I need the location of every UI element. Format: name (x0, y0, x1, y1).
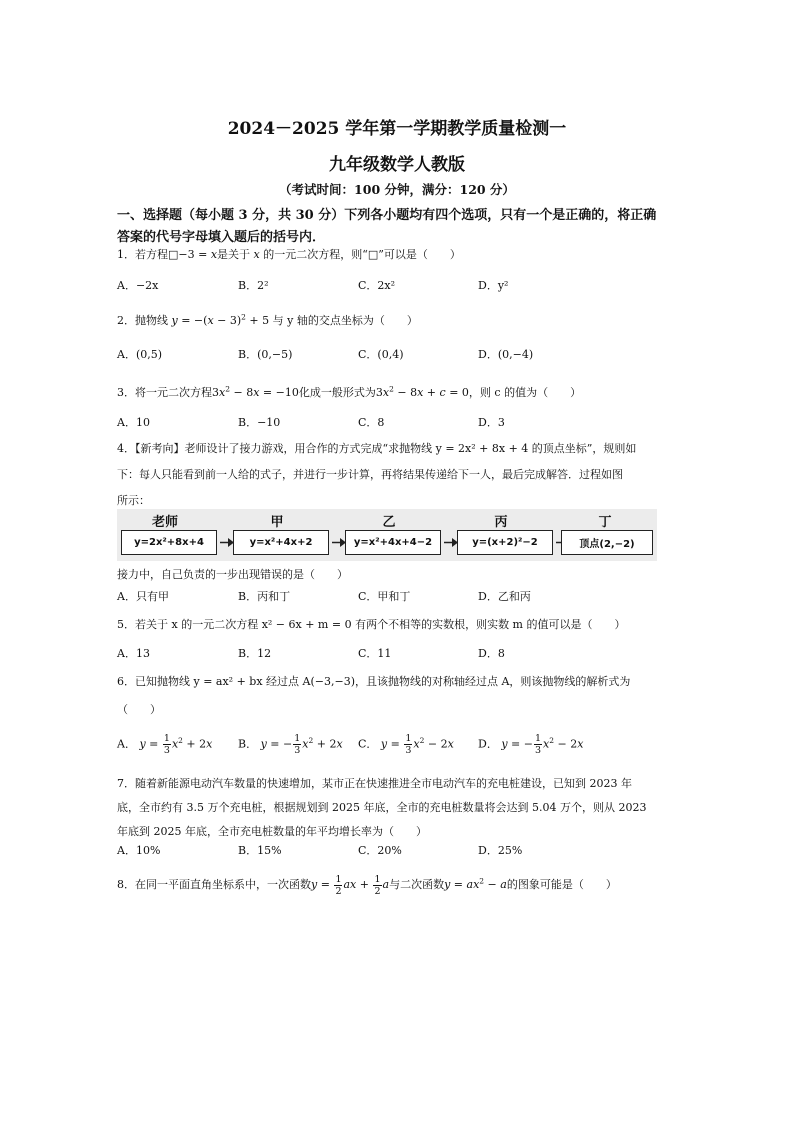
option-a: A．只有甲 (117, 590, 169, 603)
question-2-options (117, 346, 677, 366)
question-3-mid: 化成一般形式为 (298, 386, 376, 399)
flow-box-jia: y=x²+4x+2 (233, 530, 329, 555)
question-2-number: 2． (117, 314, 135, 327)
question-3-post: ，则 c 的值为（ ） (468, 386, 582, 399)
option-b: B．12 (238, 647, 272, 660)
option-c: C．(0,4) (358, 348, 404, 361)
option-b: B．(0,−5) (238, 348, 293, 361)
flow-box-yi: y=x²+4x+4−2 (345, 530, 441, 555)
question-1 (117, 242, 682, 267)
question-3-pre: 将一元二次方程 (135, 386, 212, 399)
question-3: 3．将一元二次方程$3x^2 - 8x = -10$化成一般形式为$3x^2 - 8x + c = 0$，则 c 的值为（ ） (117, 384, 582, 399)
question-1-post: 的一元二次方程，则“□”可以是（ ） (263, 248, 461, 261)
question-1-number: 1． (117, 248, 135, 261)
relay-flow-diagram (117, 509, 657, 561)
var-x: x (253, 248, 260, 261)
option-d: D． y = − $\frac{1}{3}$ $x^2 - 2x$ (478, 733, 584, 756)
arrow-right-icon (444, 537, 458, 548)
arrow-right-icon (332, 537, 346, 548)
exam-subtitle: 九年级数学人教版 (329, 155, 465, 175)
question-8-mid: 与二次函数 (389, 878, 445, 891)
arrow-right-icon (220, 537, 234, 548)
question-4-number: 4． (117, 442, 135, 455)
option-d: D．8 (478, 647, 505, 660)
option-a: A．13 (117, 647, 150, 660)
question-4-options (117, 588, 677, 608)
option-b: B．−10 (238, 416, 281, 429)
option-b: B．2² (238, 279, 269, 292)
section-heading-line1: 一、选择题（每小题 3 分，共 30 分）下列各小题均有四个选项，只有一个是正确的，将正确 (117, 208, 657, 223)
question-3-options (117, 414, 677, 434)
question-8-number: 8． (117, 878, 135, 891)
option-c: C．2x² (358, 279, 396, 292)
question-6-number: 6． (117, 675, 135, 688)
question-5-number: 5． (117, 618, 135, 631)
option-a: A．10 (117, 416, 150, 429)
option-b: B．15% (238, 844, 282, 857)
question-8-post: 的图象可能是（ ） (506, 878, 617, 891)
flow-label-ding: 丁 (598, 515, 612, 530)
question-5 (117, 612, 682, 637)
option-d: D．乙和丙 (478, 590, 531, 603)
question-6-text: 已知抛物线 y = ax² + bx 经过点 A(−3,−3)，且该抛物线的对称轴经过点 A，则该抛物线的解析式为 (135, 675, 631, 688)
formula-parabola: y (171, 314, 178, 327)
question-7-number: 7． (117, 777, 135, 790)
option-c: C．甲和丁 (358, 590, 411, 603)
question-7-line1: 随着新能源电动汽车数量的快速增加，某市正在快速推进全市电动汽车的充电桩建设，已知到 2023 年 (135, 777, 632, 790)
var-x: x (210, 248, 218, 261)
option-d: D．y² (478, 279, 509, 292)
question-2-post: 与 y 轴的交点坐标为（ ） (272, 314, 418, 327)
question-4-line3: 所示： (117, 494, 150, 507)
flow-label-yi: 乙 (382, 515, 396, 530)
question-4 (117, 436, 682, 514)
section-heading-line2: 答案的代号字母填入题后的括号内． (117, 230, 326, 245)
question-5-text: 若关于 x 的一元二次方程 x² − 6x + m = 0 有两个不相等的实数根，则实数 m 的值可以是（ ） (135, 618, 626, 631)
flow-box-teacher: y=2x²+8x+4 (121, 530, 217, 555)
question-4-line2: 下：每人只能看到前一人给的式子，并进行一步计算，再将结果传递给下一人，最后完成解答．过程如图 (117, 468, 623, 481)
question-1-mid: 是关于 (217, 248, 251, 261)
question-3-number: 3． (117, 386, 135, 399)
question-6-cont: （ ） (117, 703, 161, 716)
exam-info: （考试时间：100 分钟，满分：120 分） (279, 182, 515, 197)
flow-box-bing: y=(x+2)²−2 (457, 530, 553, 555)
question-4-line1: 【新考向】老师设计了接力游戏，用合作的方式完成“求抛物线 y = 2x² + 8x + 4 的顶点坐标”，规则如 (135, 442, 637, 455)
question-7-options (117, 842, 677, 862)
question-6 (117, 668, 682, 724)
option-c: C．20% (358, 844, 402, 857)
option-b: B．丙和丁 (238, 590, 291, 603)
option-a: A．−2x (117, 279, 159, 292)
option-b: B． y = − $\frac{1}{3}$ $x^2 + 2x$ (238, 733, 343, 756)
option-a: A． y = $\frac{1}{3}$ $x^2 + 2x$ (117, 733, 213, 756)
flow-label-teacher: 老师 (151, 515, 178, 530)
question-5-options (117, 645, 677, 665)
question-1-options (117, 277, 677, 297)
option-a: A．10% (117, 844, 161, 857)
question-7-line2: 底，全市约有 3.5 万个充电桩，根据规划到 2025 年底，全市的充电桩数量将会达到 5.04 万个，则从 2023 (117, 801, 647, 814)
question-8-pre: 在同一平面直角坐标系中，一次函数 (135, 878, 311, 891)
exam-title: 2024－2025 学年第一学期教学质量检测一 (227, 119, 567, 139)
option-d: D．25% (478, 844, 523, 857)
option-a: A．(0,5) (117, 348, 163, 361)
option-d: D．3 (478, 416, 505, 429)
question-7 (117, 772, 682, 844)
option-d: D．(0,−4) (478, 348, 534, 361)
option-c: C． y = $\frac{1}{3}$ $x^2 - 2x$ (358, 733, 454, 756)
question-7-line3: 年底到 2025 年底，全市充电桩数量的年平均增长率为（ ） (117, 825, 427, 838)
option-c: C．11 (358, 647, 392, 660)
question-1-pre: 若方程□−3 = (135, 248, 211, 261)
flow-label-jia: 甲 (270, 515, 284, 530)
flow-box-ding: 顶点(2,−2) (561, 530, 653, 555)
question-2-pre: 抛物线 (135, 314, 168, 327)
question-6-options (117, 733, 677, 763)
question-4-prompt: 接力中，自己负责的一步出现错误的是（ ） (117, 568, 348, 581)
flow-label-bing: 丙 (494, 515, 508, 530)
question-8: 8．在同一平面直角坐标系中，一次函数y = $\frac{1}{2}$ ax + $\frac{1}{2}$ a与二次函数$y = ax^2 - a$的图象可能是（ ） (117, 873, 617, 897)
option-c: C．8 (358, 416, 385, 429)
question-2: 2．抛物线 $y = -(x - 3)^2 + 5$ 与 y 轴的交点坐标为（ ） (117, 312, 418, 327)
